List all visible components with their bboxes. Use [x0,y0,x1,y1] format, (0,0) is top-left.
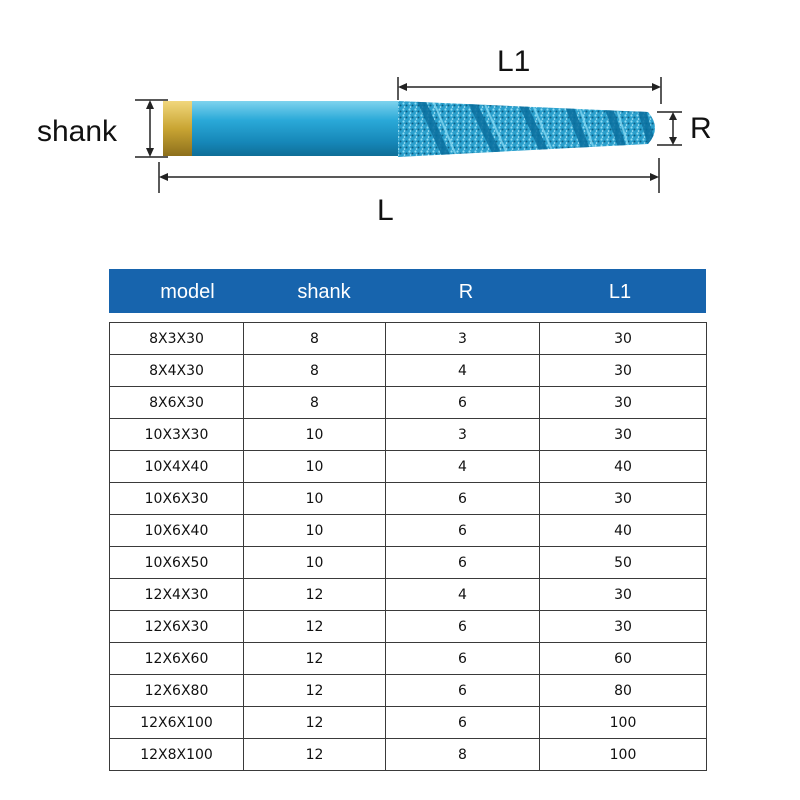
tool-diagram [0,0,800,250]
cell-model: 10X4X40 [110,451,244,483]
cell-l1: 30 [540,387,707,419]
cell-shank: 12 [244,611,386,643]
cell-l1: 50 [540,547,707,579]
table-row [110,387,707,419]
cell-r: 3 [386,323,540,355]
cell-shank: 12 [244,579,386,611]
cell-model: 8X3X30 [110,323,244,355]
cell-model: 12X6X30 [110,611,244,643]
cell-r: 6 [386,675,540,707]
column-header-r: R [458,281,474,303]
cell-model: 8X4X30 [110,355,244,387]
cell-l1: 60 [540,643,707,675]
cell-l1: 30 [540,483,707,515]
cell-r: 6 [386,547,540,579]
cell-model: 12X6X80 [110,675,244,707]
cell-r: 6 [386,515,540,547]
cell-shank: 8 [244,355,386,387]
spec-table-body [110,323,707,771]
r-label: R [690,112,712,145]
cell-model: 12X6X60 [110,643,244,675]
tool-shaft [166,101,400,156]
cell-shank: 12 [244,675,386,707]
cell-model: 10X3X30 [110,419,244,451]
cell-shank: 10 [244,451,386,483]
table-row [110,675,707,707]
column-header-l1: L1 [608,281,632,303]
spec-table-header [109,269,706,313]
cell-r: 4 [386,451,540,483]
cell-model: 10X6X40 [110,515,244,547]
table-row [110,323,707,355]
cell-shank: 10 [244,483,386,515]
cell-shank: 12 [244,643,386,675]
table-row [110,707,707,739]
l-dimension [159,158,659,193]
cell-model: 10X6X30 [110,483,244,515]
table-row [110,355,707,387]
table-row [110,643,707,675]
cell-model: 12X4X30 [110,579,244,611]
cell-r: 4 [386,355,540,387]
cell-shank: 10 [244,515,386,547]
tool-cutting-head [398,98,655,160]
cell-l1: 40 [540,451,707,483]
spec-table [109,322,707,771]
cell-model: 12X8X100 [110,739,244,771]
table-row [110,611,707,643]
table-row [110,579,707,611]
table-row [110,515,707,547]
cell-r: 6 [386,707,540,739]
cell-l1: 30 [540,355,707,387]
cell-l1: 30 [540,419,707,451]
column-header-model: model [160,281,215,303]
l1-label: L1 [497,45,531,78]
cell-r: 6 [386,611,540,643]
cell-l1: 30 [540,611,707,643]
cell-shank: 10 [244,547,386,579]
router-bit-drawing [0,0,800,250]
cell-shank: 8 [244,323,386,355]
cell-shank: 10 [244,419,386,451]
table-row [110,483,707,515]
table-row [110,419,707,451]
cell-shank: 8 [244,387,386,419]
cell-r: 8 [386,739,540,771]
cell-l1: 40 [540,515,707,547]
cell-r: 4 [386,579,540,611]
cell-l1: 80 [540,675,707,707]
table-row [110,451,707,483]
cell-l1: 100 [540,707,707,739]
r-dimension [657,112,682,145]
cell-r: 3 [386,419,540,451]
cell-model: 8X6X30 [110,387,244,419]
cell-model: 12X6X100 [110,707,244,739]
cell-r: 6 [386,643,540,675]
l1-dimension [398,77,661,104]
cell-shank: 12 [244,739,386,771]
cell-r: 6 [386,387,540,419]
cell-l1: 30 [540,323,707,355]
table-row [110,739,707,771]
cell-l1: 100 [540,739,707,771]
cell-model: 10X6X50 [110,547,244,579]
cell-l1: 30 [540,579,707,611]
tool-collar [163,101,192,156]
shank-label: shank [37,115,118,148]
l-label: L [377,194,394,227]
cell-r: 6 [386,483,540,515]
table-row [110,547,707,579]
cell-shank: 12 [244,707,386,739]
column-header-shank: shank [297,281,351,303]
